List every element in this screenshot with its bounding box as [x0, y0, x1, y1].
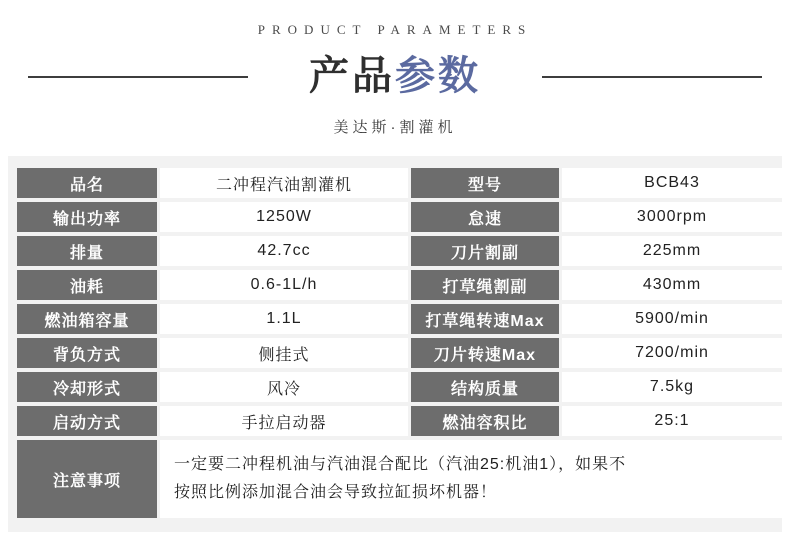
title-rule-left: [28, 76, 248, 78]
eyebrow-text: PRODUCT PARAMETERS: [257, 22, 533, 37]
spec-value: 二冲程汽油割灌机: [160, 168, 408, 198]
spec-value: BCB43: [562, 168, 782, 198]
note-value: [160, 440, 782, 518]
spec-label: 打草绳割副: [411, 270, 559, 300]
spec-value: 侧挂式: [160, 338, 408, 368]
table-row: [17, 168, 782, 198]
spec-label: 刀片割副: [411, 236, 559, 266]
spec-value: 7200/min: [562, 338, 782, 368]
page-title-part1: 产品: [309, 54, 395, 98]
spec-label: 背负方式: [17, 338, 157, 368]
spec-value: 3000rpm: [562, 202, 782, 232]
page-subtitle: 美达斯·割灌机: [333, 119, 457, 136]
spec-label: 燃油容积比: [411, 406, 559, 436]
spec-label: 结构质量: [411, 372, 559, 402]
table-row: [17, 304, 782, 334]
spec-value: 1250W: [160, 202, 408, 232]
spec-label: 打草绳转速Max: [411, 304, 559, 334]
title-rule-right: [542, 76, 762, 78]
spec-value: 0.6-1L/h: [160, 270, 408, 300]
spec-table: [14, 164, 785, 522]
spec-label: 冷却形式: [17, 372, 157, 402]
note-row: [17, 440, 782, 518]
spec-table-panel: [8, 156, 782, 532]
title-wrapper: [0, 50, 790, 102]
note-label: 注意事项: [17, 440, 157, 518]
table-row: [17, 202, 782, 232]
spec-value: 1.1L: [160, 304, 408, 334]
note-line-2: 按照比例添加混合油会导致拉缸损坏机器！: [174, 484, 498, 501]
spec-label: 刀片转速Max: [411, 338, 559, 368]
table-row: [17, 236, 782, 266]
page-header: [0, 0, 790, 148]
table-row: [17, 338, 782, 368]
spec-label: 型号: [411, 168, 559, 198]
page-title: [291, 50, 499, 102]
spec-value: 430mm: [562, 270, 782, 300]
spec-value: 风冷: [160, 372, 408, 402]
spec-label: 品名: [17, 168, 157, 198]
spec-label: 燃油箱容量: [17, 304, 157, 334]
note-line-1: 一定要二冲程机油与汽油混合配比（汽油25:机油1），如果不: [174, 456, 627, 473]
spec-label: 输出功率: [17, 202, 157, 232]
page-title-part2: 参数: [395, 54, 481, 98]
spec-label: 怠速: [411, 202, 559, 232]
table-row: [17, 270, 782, 300]
spec-label: 排量: [17, 236, 157, 266]
spec-value: 手拉启动器: [160, 406, 408, 436]
spec-label: 启动方式: [17, 406, 157, 436]
table-row: [17, 406, 782, 436]
spec-value: 225mm: [562, 236, 782, 266]
spec-value: 5900/min: [562, 304, 782, 334]
spec-value: 7.5kg: [562, 372, 782, 402]
spec-label: 油耗: [17, 270, 157, 300]
table-row: [17, 372, 782, 402]
spec-value: 25:1: [562, 406, 782, 436]
spec-value: 42.7cc: [160, 236, 408, 266]
